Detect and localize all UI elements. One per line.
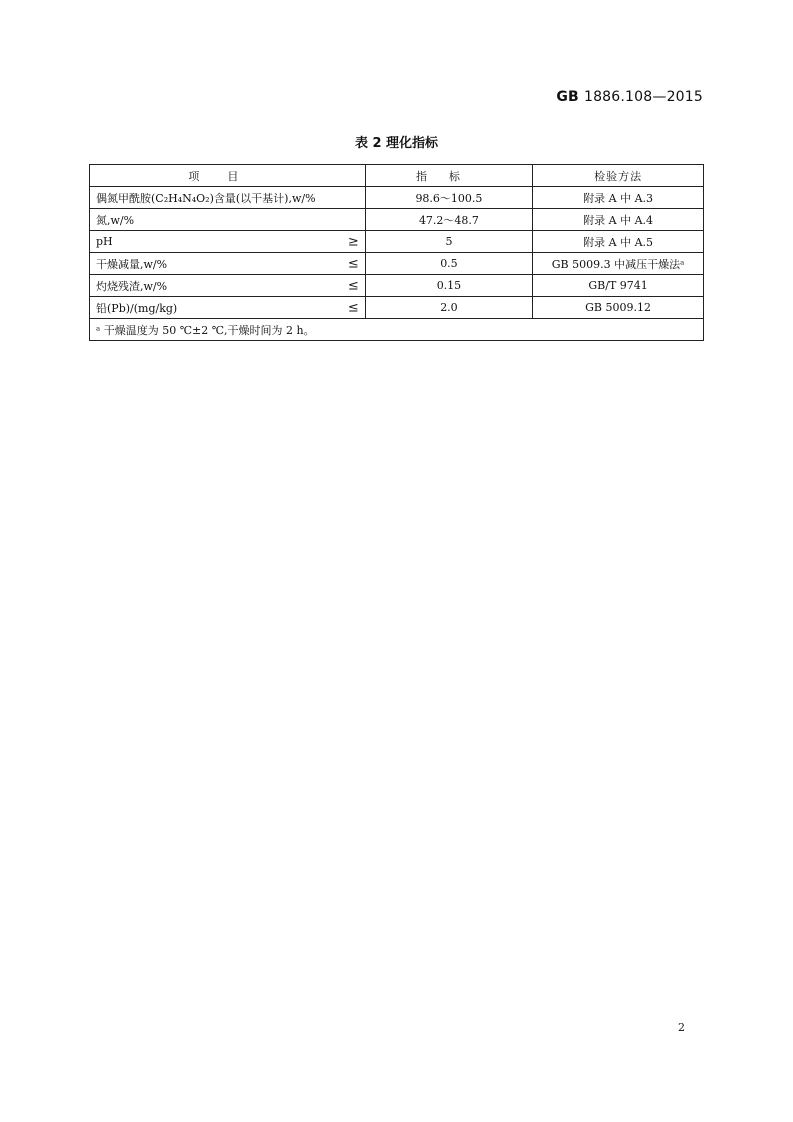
column-header-index: 指标: [365, 165, 532, 187]
row-item: pH ≥: [90, 231, 366, 253]
table-header-row: [90, 165, 704, 187]
row-index: 2.0: [365, 297, 532, 319]
row-index: 0.5: [365, 253, 532, 275]
row-item: 铅(Pb)/(mg/kg) ≤: [90, 297, 366, 319]
column-header-item: 项目: [90, 165, 366, 187]
row-index: 47.2～48.7: [365, 209, 532, 231]
table-row: [90, 209, 704, 231]
row-item: 氮,w/%: [90, 209, 366, 231]
row-method: GB 5009.3 中减压干燥法ᵃ: [533, 253, 704, 275]
table-row: [90, 253, 704, 275]
standard-prefix: GB: [556, 89, 579, 105]
row-index: 5: [365, 231, 532, 253]
standard-code: [556, 89, 703, 105]
row-method: 附录 A 中 A.5: [533, 231, 704, 253]
table-title: 表 2 理化指标: [354, 136, 439, 151]
row-method: 附录 A 中 A.3: [533, 187, 704, 209]
row-index: 0.15: [365, 275, 532, 297]
table-footnote-row: [90, 319, 704, 341]
row-method: GB 5009.12: [533, 297, 704, 319]
row-item: 偶氮甲酰胺(C₂H₄N₄O₂)含量(以干基计),w/%: [90, 187, 366, 209]
table-footnote: ᵃ 干燥温度为 50 ℃±2 ℃,干燥时间为 2 h。: [90, 319, 704, 341]
table-row: [90, 187, 704, 209]
row-index: 98.6～100.5: [365, 187, 532, 209]
spec-table: [89, 164, 704, 341]
page-number: 2: [678, 1021, 685, 1034]
row-item: 灼烧残渣,w/% ≤: [90, 275, 366, 297]
table-row: [90, 275, 704, 297]
row-method: 附录 A 中 A.4: [533, 209, 704, 231]
row-item: 干燥减量,w/% ≤: [90, 253, 366, 275]
table-row: [90, 231, 704, 253]
table-row: [90, 297, 704, 319]
column-header-method: 检验方法: [533, 165, 704, 187]
row-method: GB/T 9741: [533, 275, 704, 297]
standard-number: 1886.108—2015: [583, 89, 703, 105]
